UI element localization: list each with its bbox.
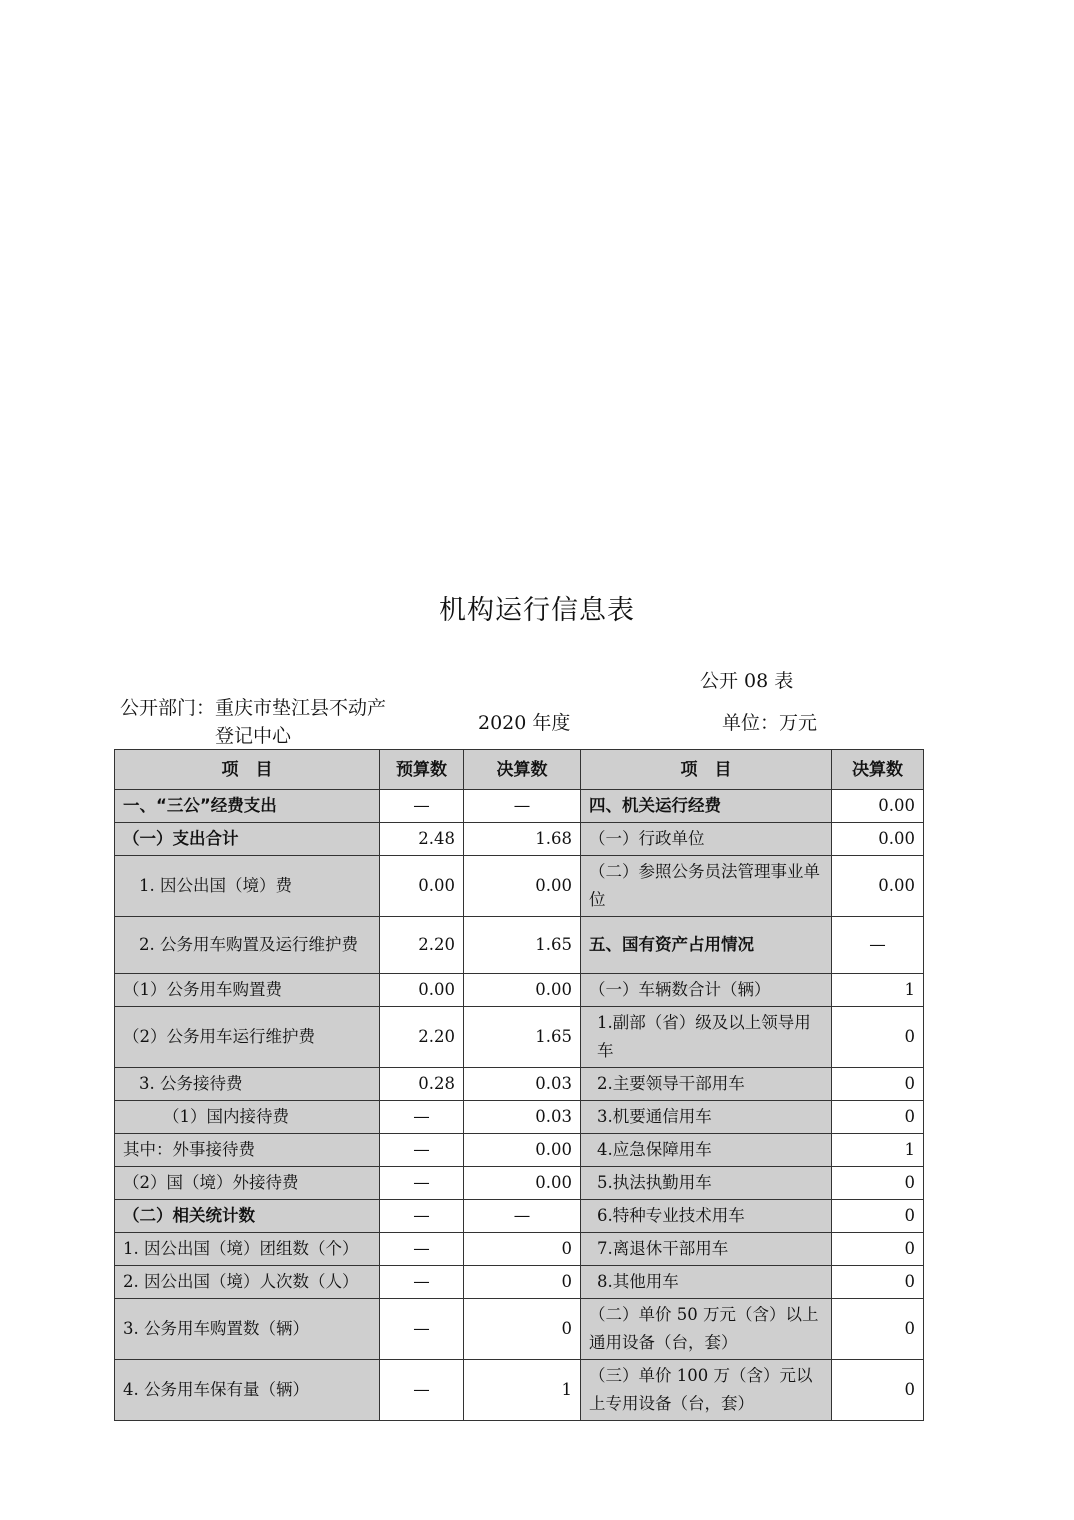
row-item-2: 3.机要通信用车	[581, 1101, 832, 1134]
row-item: 3. 公务接待费	[115, 1068, 380, 1101]
header-item-2: 项 目	[581, 750, 832, 790]
table-number: 公开 08 表	[700, 670, 794, 692]
table-row	[115, 790, 924, 823]
table-row	[115, 1360, 924, 1421]
row-final-2: 0	[832, 1101, 924, 1134]
row-item: （一）支出合计	[115, 823, 380, 856]
row-final: 0	[464, 1233, 581, 1266]
row-final: 1.68	[464, 823, 581, 856]
row-budget: —	[380, 1299, 464, 1360]
row-item-2: 五、国有资产占用情况	[581, 917, 832, 974]
department-label: 公开部门：重庆市垫江县不动产登记中心	[119, 697, 386, 747]
row-item-2: 7.离退休干部用车	[581, 1233, 832, 1266]
table-row	[115, 823, 924, 856]
row-item-2: （二）参照公务员法管理事业单位	[581, 856, 832, 917]
row-final-2: 0	[832, 1360, 924, 1421]
table-row	[115, 1299, 924, 1360]
row-final: 0.00	[464, 1167, 581, 1200]
row-budget: 2.20	[380, 917, 464, 974]
row-final-2: —	[832, 917, 924, 974]
row-item-2: 1.副部（省）级及以上领导用车	[581, 1007, 832, 1068]
row-budget: 2.20	[380, 1007, 464, 1068]
row-final-2: 0.00	[832, 856, 924, 917]
row-final: 1.65	[464, 917, 581, 974]
row-budget: —	[380, 1266, 464, 1299]
table-row	[115, 1167, 924, 1200]
row-item-2: （一）车辆数合计（辆）	[581, 974, 832, 1007]
row-budget: —	[380, 1167, 464, 1200]
row-item-2: 4.应急保障用车	[581, 1134, 832, 1167]
row-final: 0	[464, 1266, 581, 1299]
row-budget: 2.48	[380, 823, 464, 856]
row-budget: 0.28	[380, 1068, 464, 1101]
fiscal-year: 2020 年度	[478, 712, 571, 734]
row-item-2: 四、机关运行经费	[581, 790, 832, 823]
row-final-2: 0	[832, 1266, 924, 1299]
row-final-2: 0	[832, 1068, 924, 1101]
header-budget: 预算数	[380, 750, 464, 790]
row-budget: 0.00	[380, 974, 464, 1007]
table-header-row	[115, 750, 924, 790]
row-item-2: 5.执法执勤用车	[581, 1167, 832, 1200]
row-final: 0.00	[464, 974, 581, 1007]
info-table	[114, 749, 924, 1421]
row-final-2: 1	[832, 1134, 924, 1167]
row-item: 3. 公务用车购置数（辆）	[115, 1299, 380, 1360]
row-final-2: 0	[832, 1200, 924, 1233]
row-final: 0.00	[464, 1134, 581, 1167]
row-final: —	[464, 1200, 581, 1233]
row-final: 0.03	[464, 1068, 581, 1101]
table-row	[115, 1101, 924, 1134]
table-row	[115, 1233, 924, 1266]
row-final: 0.00	[464, 856, 581, 917]
row-budget: —	[380, 1134, 464, 1167]
row-final: —	[464, 790, 581, 823]
unit-label: 单位：万元	[722, 712, 818, 734]
row-final-2: 0.00	[832, 790, 924, 823]
row-final: 0	[464, 1299, 581, 1360]
row-budget: —	[380, 1233, 464, 1266]
header-final: 决算数	[464, 750, 581, 790]
header-item: 项 目	[115, 750, 380, 790]
row-final-2: 0	[832, 1233, 924, 1266]
table-row	[115, 974, 924, 1007]
row-item-2: （一）行政单位	[581, 823, 832, 856]
table-row	[115, 917, 924, 974]
row-budget: 0.00	[380, 856, 464, 917]
header-final-2: 决算数	[832, 750, 924, 790]
row-final: 1	[464, 1360, 581, 1421]
page-title: 机构运行信息表	[439, 595, 635, 626]
row-item: （2）国（境）外接待费	[115, 1167, 380, 1200]
row-item: 一、“三公”经费支出	[115, 790, 380, 823]
row-item-2: 2.主要领导干部用车	[581, 1068, 832, 1101]
row-item-2: （三）单价 100 万（含）元以上专用设备（台，套）	[581, 1360, 832, 1421]
row-item: 1. 因公出国（境）团组数（个）	[115, 1233, 380, 1266]
table-row	[115, 1007, 924, 1068]
row-item: 2. 因公出国（境）人次数（人）	[115, 1266, 380, 1299]
row-item: 1. 因公出国（境）费	[115, 856, 380, 917]
row-item: 2. 公务用车购置及运行维护费	[115, 917, 380, 974]
row-budget: —	[380, 790, 464, 823]
row-final-2: 0	[832, 1007, 924, 1068]
table-row	[115, 856, 924, 917]
table-row	[115, 1200, 924, 1233]
row-final: 0.03	[464, 1101, 581, 1134]
row-item-2: 6.特种专业技术用车	[581, 1200, 832, 1233]
table-row	[115, 1266, 924, 1299]
row-item-2: （二）单价 50 万元（含）以上通用设备（台，套）	[581, 1299, 832, 1360]
row-final-2: 0.00	[832, 823, 924, 856]
row-final-2: 1	[832, 974, 924, 1007]
row-item-2: 8.其他用车	[581, 1266, 832, 1299]
row-budget: —	[380, 1360, 464, 1421]
row-item: （二）相关统计数	[115, 1200, 380, 1233]
table-row	[115, 1134, 924, 1167]
row-item: （1）国内接待费	[115, 1101, 380, 1134]
row-budget: —	[380, 1200, 464, 1233]
row-item: （1）公务用车购置费	[115, 974, 380, 1007]
row-budget: —	[380, 1101, 464, 1134]
table-row	[115, 1068, 924, 1101]
row-item: 4. 公务用车保有量（辆）	[115, 1360, 380, 1421]
row-item: （2）公务用车运行维护费	[115, 1007, 380, 1068]
row-final-2: 0	[832, 1299, 924, 1360]
row-final: 1.65	[464, 1007, 581, 1068]
row-item: 其中：外事接待费	[115, 1134, 380, 1167]
row-final-2: 0	[832, 1167, 924, 1200]
